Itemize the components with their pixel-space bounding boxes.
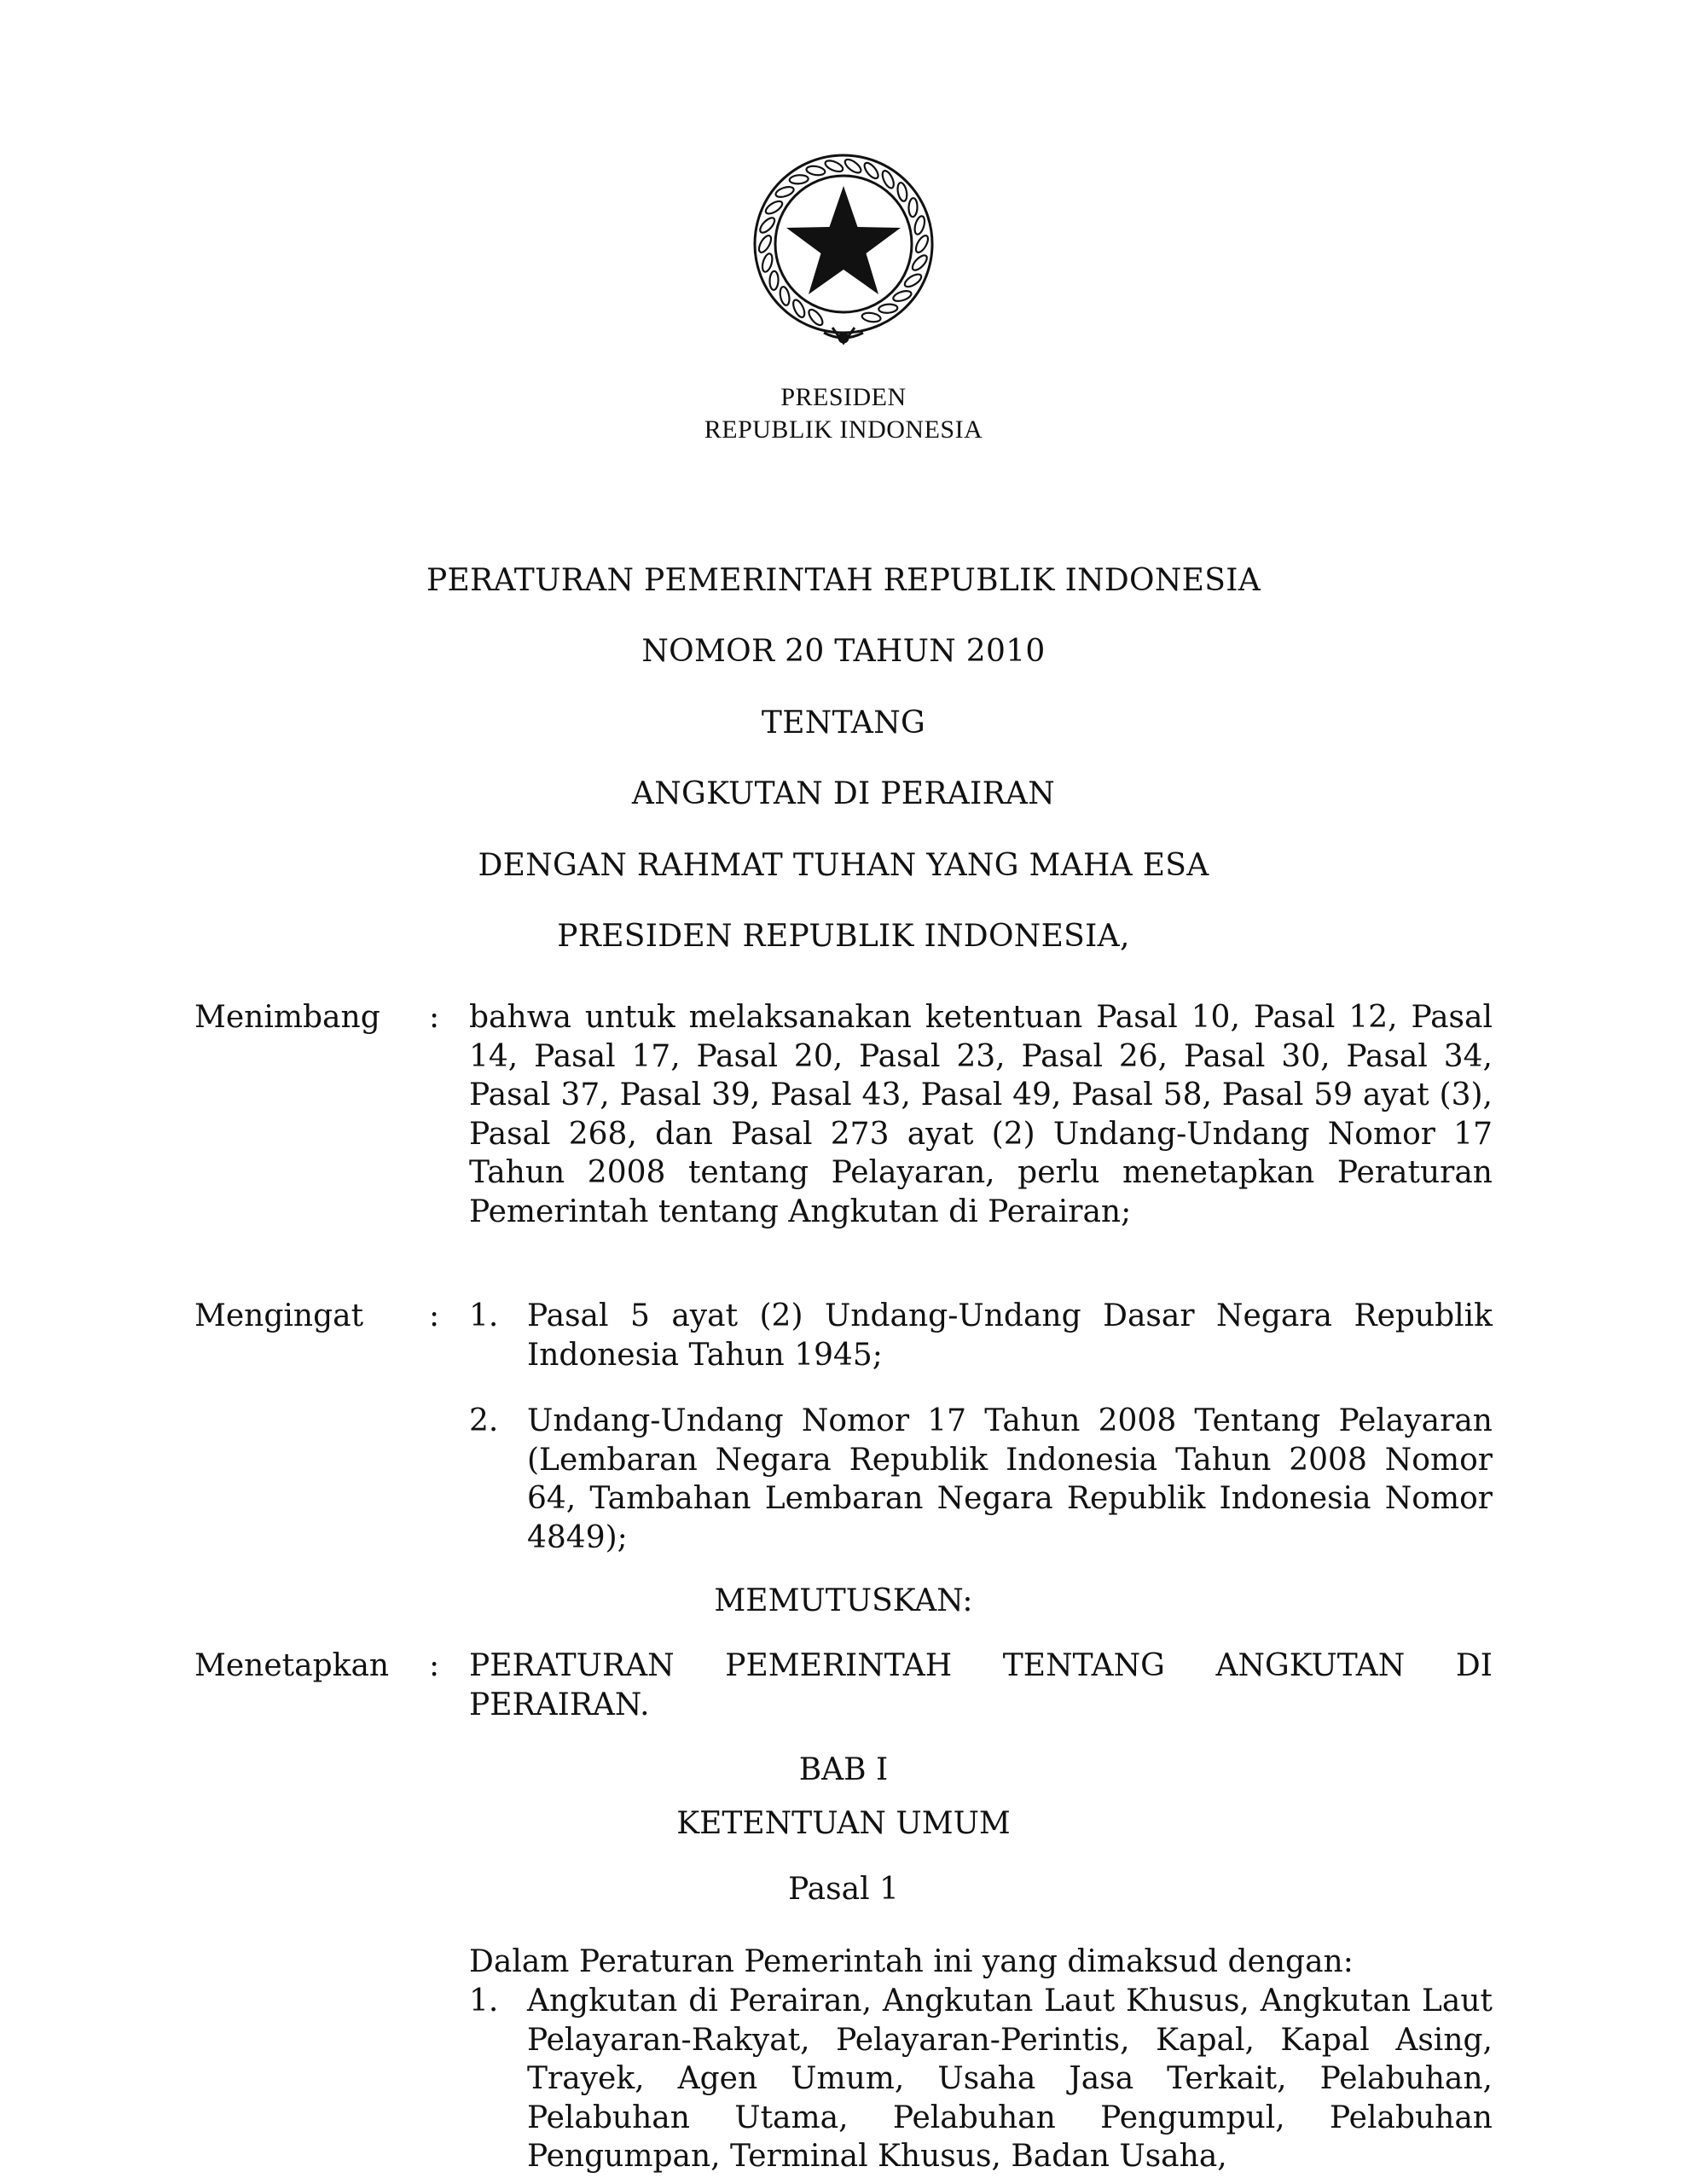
menetapkan-text: PERATURAN PEMERINTAH TENTANG ANGKUTAN DI PERAIRAN.: [469, 1648, 1493, 1722]
definitions-intro: Dalam Peraturan Pemerintah ini yang dimaksud dengan:: [469, 1944, 1354, 1979]
regulation-subject: ANGKUTAN DI PERAIRAN: [631, 776, 1056, 811]
header-presiden: PRESIDEN: [780, 383, 907, 411]
wreath-leaf: [789, 174, 809, 184]
mengingat-colon: :: [429, 1298, 440, 1333]
definition-item-number: 1.: [469, 1984, 499, 2018]
menetapkan-label: Menetapkan: [194, 1648, 390, 1683]
mengingat-item: [469, 1402, 1493, 1557]
mengingat-item-number: 2.: [469, 1403, 499, 1438]
president-line: PRESIDEN REPUBLIK INDONESIA,: [557, 919, 1130, 954]
chapter-title: KETENTUAN UMUM: [676, 1806, 1011, 1841]
garuda-star-wreath-emblem-icon: [739, 145, 948, 355]
wreath-leaf: [913, 215, 926, 235]
wreath-leaf: [896, 182, 908, 202]
wreath-leaf: [757, 234, 774, 254]
menimbang-label: Menimbang: [194, 1000, 380, 1035]
mengingat-item-text: Pasal 5 ayat (2) Undang-Undang Dasar Negara Republik Indonesia Tahun 1945;: [527, 1298, 1493, 1373]
mengingat-item-text: Undang-Undang Nomor 17 Tahun 2008 Tentang Pelayaran (Lembaran Negara Republik Indonesia Tahun 2008 Nomor 64, Tambahan Lembaran Negara Republik Indonesia Nomor 4849);: [527, 1403, 1493, 1555]
wreath-leaf: [861, 311, 881, 322]
memutuskan-heading: MEMUTUSKAN:: [714, 1583, 973, 1618]
mengingat-label: Mengingat: [194, 1298, 364, 1333]
wreath-leaf: [774, 185, 795, 199]
article-number: Pasal 1: [788, 1872, 899, 1907]
wreath-leaf: [913, 234, 930, 254]
wreath-leaf: [892, 289, 913, 303]
wreath-leaf: [757, 216, 776, 235]
tentang-heading: TENTANG: [761, 706, 926, 741]
definition-item-text: Angkutan di Perairan, Angkutan Laut Khusus, Angkutan Laut Pelayaran-Rakyat, Pelayaran-Perintis, Kapal, Kapal Asing, Trayek, Agen Umum, Usaha Jasa Terkait, Pelabuhan, Pelabuhan Utama, Pelabuhan Pengumpul, Pelabuhan Pengumpan, Terminal Khusus, Badan Usaha,: [527, 1984, 1493, 2174]
wreath-leaf: [806, 165, 826, 176]
wreath-leaf: [910, 253, 929, 273]
menetapkan-colon: :: [429, 1648, 440, 1683]
menimbang-text: bahwa untuk melaksanakan ketentuan Pasal 10, Pasal 12, Pasal 14, Pasal 17, Pasal 20, Pasal 23, Pasal 26, Pasal 30, Pasal 34, Pasal 37, Pasal 39, Pasal 43, Pasal 49, Pasal 58, Pasal 59 ayat (3), Pasal 268, dan Pasal 273 ayat (2) Undang-Undang Nomor 17 Tahun 2008 tentang Pelayaran, perlu menetapkan Peraturan Pemerintah tentang Angkutan di Perairan;: [469, 1000, 1493, 1229]
regulation-title: PERATURAN PEMERINTAH REPUBLIK INDONESIA: [426, 563, 1261, 598]
definition-item: [469, 1982, 1493, 2176]
wreath-leaf: [843, 157, 863, 175]
wreath-leaf: [779, 286, 791, 306]
wreath-leaf: [761, 253, 774, 273]
wreath-leaf: [878, 304, 898, 314]
mengingat-item-number: 1.: [469, 1298, 499, 1333]
chapter-number: BAB I: [798, 1752, 889, 1787]
wreath-leaf: [769, 271, 779, 290]
wreath-leaf: [862, 160, 881, 180]
mengingat-item: [469, 1297, 1493, 1374]
regulation-number: NOMOR 20 TAHUN 2010: [641, 634, 1046, 669]
wreath-leaf: [908, 198, 918, 217]
header-republik-indonesia: REPUBLIK INDONESIA: [704, 415, 983, 444]
menimbang-colon: :: [429, 1000, 440, 1035]
wreath-leaf: [824, 159, 844, 174]
wreath-leaf: [807, 307, 826, 327]
invocation-line: DENGAN RAHMAT TUHAN YANG MAHA ESA: [478, 848, 1209, 883]
